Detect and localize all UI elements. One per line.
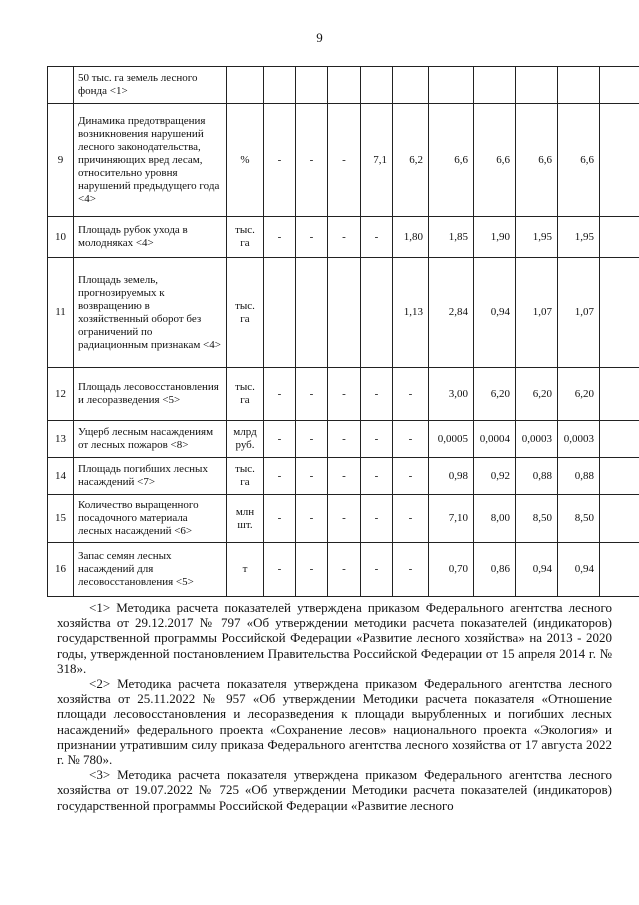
value-cell: - — [264, 104, 296, 217]
row-number: 11 — [48, 258, 74, 368]
value-cell: 7,10 — [429, 495, 474, 543]
unit-cell: млрд руб. — [227, 421, 264, 458]
value-cell: 0,0004 — [474, 421, 516, 458]
value-cell — [474, 67, 516, 104]
unit-cell: тыс. га — [227, 368, 264, 421]
unit-cell: % — [227, 104, 264, 217]
value-cell — [429, 67, 474, 104]
value-cell: - — [296, 217, 328, 258]
value-cell: 0,0003 — [516, 421, 558, 458]
value-cell — [600, 258, 639, 368]
value-cell: - — [393, 543, 429, 597]
table-row — [48, 421, 639, 458]
row-number: 12 — [48, 368, 74, 421]
value-cell — [264, 258, 296, 368]
unit-cell: тыс. га — [227, 258, 264, 368]
value-cell: - — [296, 421, 328, 458]
value-cell: - — [393, 495, 429, 543]
value-cell: - — [264, 543, 296, 597]
value-cell: 0,70 — [429, 543, 474, 597]
row-number: 15 — [48, 495, 74, 543]
footnote-3: <3> Методика расчета показателя утверждена приказом Федерального агентства лесного хозяйства от 19.07.2022 № 725 «Об утверждении Методики расчета показателей (индикаторов) государственной программы Российской Федерации «Развитие лесного — [57, 767, 612, 813]
value-cell: 8,50 — [516, 495, 558, 543]
footnote-1: <1> Методика расчета показателей утверждена приказом Федерального агентства лесного хозяйства от 29.12.2017 № 797 «Об утверждении методики расчета показателей (индикаторов) государственной программы Российской Федерации «Развитие лесного хозяйства» на 2013 - 2020 годы, утвержденной постановлением Правительства Российской Федерации от 15 апреля 2014 г. № 318». — [57, 600, 612, 676]
value-cell: - — [328, 104, 361, 217]
value-cell: - — [361, 217, 393, 258]
value-cell: 0,92 — [474, 458, 516, 495]
value-cell: 1,80 — [393, 217, 429, 258]
value-cell: - — [328, 421, 361, 458]
value-cell: 1,07 — [516, 258, 558, 368]
value-cell: - — [296, 495, 328, 543]
table-row — [48, 104, 639, 217]
indicators-table — [47, 66, 639, 597]
value-cell: - — [264, 458, 296, 495]
row-number: 10 — [48, 217, 74, 258]
indicator-name: Количество выращенного посадочного материала лесных насаждений <6> — [74, 495, 227, 543]
value-cell: 0,94 — [516, 543, 558, 597]
value-cell: 8,50 — [558, 495, 600, 543]
row-number: 14 — [48, 458, 74, 495]
value-cell: - — [328, 458, 361, 495]
value-cell: 0,0005 — [429, 421, 474, 458]
value-cell: 6,6 — [474, 104, 516, 217]
table-row — [48, 258, 639, 368]
value-cell: 0,98 — [429, 458, 474, 495]
value-cell: 1,13 — [393, 258, 429, 368]
value-cell: 7,1 — [361, 104, 393, 217]
value-cell: 0,86 — [474, 543, 516, 597]
value-cell: 6,6 — [558, 104, 600, 217]
value-cell — [264, 67, 296, 104]
table-row — [48, 368, 639, 421]
value-cell: 6,2 — [393, 104, 429, 217]
value-cell — [361, 67, 393, 104]
value-cell: - — [296, 543, 328, 597]
unit-cell: млн шт. — [227, 495, 264, 543]
value-cell: 6,6 — [516, 104, 558, 217]
value-cell: - — [264, 368, 296, 421]
value-cell: 0,94 — [474, 258, 516, 368]
value-cell: 6,20 — [474, 368, 516, 421]
value-cell: - — [393, 421, 429, 458]
value-cell: 1,90 — [474, 217, 516, 258]
table-row — [48, 67, 639, 104]
row-number: 9 — [48, 104, 74, 217]
value-cell: 1,95 — [516, 217, 558, 258]
value-cell: 6,6 — [429, 104, 474, 217]
value-cell: 3,00 — [429, 368, 474, 421]
indicator-name: Площадь рубок ухода в молодняках <4> — [74, 217, 227, 258]
value-cell — [328, 258, 361, 368]
value-cell — [558, 67, 600, 104]
value-cell: 0,0003 — [558, 421, 600, 458]
footnotes — [57, 600, 612, 813]
value-cell: - — [328, 217, 361, 258]
value-cell — [600, 67, 639, 104]
footnote-2: <2> Методика расчета показателя утверждена приказом Федерального агентства лесного хозяйства от 25.11.2022 № 957 «Об утверждении Методики расчета показателя «Отношение площади лесовосстановления и лесоразведения к площади вырубленных и погибших лесных насаждений» федерального проекта «Сохранение лесов» национального проекта «Экология» и признании утратившим силу приказа Федерального агентства лесного хозяйства от 17 августа 2022 г. № 780». — [57, 676, 612, 768]
row-number: 13 — [48, 421, 74, 458]
indicator-name: Динамика предотвращения возникновения нарушений лесного законодательства, причиняющих вред лесам, относительно уровня нарушений предыдущего года <4> — [74, 104, 227, 217]
value-cell: 0,94 — [558, 543, 600, 597]
value-cell: - — [361, 458, 393, 495]
value-cell: 6,20 — [516, 368, 558, 421]
value-cell — [600, 217, 639, 258]
value-cell: - — [328, 495, 361, 543]
value-cell: - — [296, 104, 328, 217]
table-body — [48, 67, 639, 597]
indicator-name: 50 тыс. га земель лесного фонда <1> — [74, 67, 227, 104]
table-row — [48, 543, 639, 597]
indicator-name: Запас семян лесных насаждений для лесовосстановления <5> — [74, 543, 227, 597]
row-number — [48, 67, 74, 104]
table-row — [48, 217, 639, 258]
value-cell — [600, 495, 639, 543]
value-cell: - — [361, 543, 393, 597]
value-cell: 6,20 — [558, 368, 600, 421]
value-cell: - — [296, 368, 328, 421]
value-cell: - — [361, 368, 393, 421]
value-cell: 8,00 — [474, 495, 516, 543]
value-cell: 1,07 — [558, 258, 600, 368]
value-cell: - — [361, 495, 393, 543]
value-cell: - — [393, 368, 429, 421]
unit-cell: тыс. га — [227, 217, 264, 258]
value-cell — [361, 258, 393, 368]
unit-cell: т — [227, 543, 264, 597]
value-cell: - — [264, 421, 296, 458]
value-cell: 1,95 — [558, 217, 600, 258]
indicator-name: Ущерб лесным насаждениям от лесных пожаров <8> — [74, 421, 227, 458]
value-cell: - — [264, 495, 296, 543]
value-cell: 0,88 — [558, 458, 600, 495]
value-cell: - — [361, 421, 393, 458]
value-cell: - — [393, 458, 429, 495]
indicator-name: Площадь земель, прогнозируемых к возвращению в хозяйственный оборот без ограничений по радиационным признакам <4> — [74, 258, 227, 368]
unit-cell: тыс. га — [227, 458, 264, 495]
value-cell — [600, 458, 639, 495]
indicator-name: Площадь погибших лесных насаждений <7> — [74, 458, 227, 495]
value-cell: 2,84 — [429, 258, 474, 368]
value-cell — [600, 368, 639, 421]
value-cell: - — [264, 217, 296, 258]
row-number: 16 — [48, 543, 74, 597]
value-cell — [296, 258, 328, 368]
value-cell — [296, 67, 328, 104]
value-cell: 1,85 — [429, 217, 474, 258]
value-cell: - — [328, 543, 361, 597]
indicator-name: Площадь лесовосстановления и лесоразведения <5> — [74, 368, 227, 421]
unit-cell — [227, 67, 264, 104]
value-cell: - — [328, 368, 361, 421]
table-row — [48, 495, 639, 543]
value-cell — [328, 67, 361, 104]
value-cell — [600, 421, 639, 458]
value-cell: 0,88 — [516, 458, 558, 495]
value-cell — [393, 67, 429, 104]
table-row — [48, 458, 639, 495]
value-cell — [600, 104, 639, 217]
value-cell — [516, 67, 558, 104]
page-number: 9 — [316, 30, 323, 45]
value-cell: - — [296, 458, 328, 495]
value-cell — [600, 543, 639, 597]
